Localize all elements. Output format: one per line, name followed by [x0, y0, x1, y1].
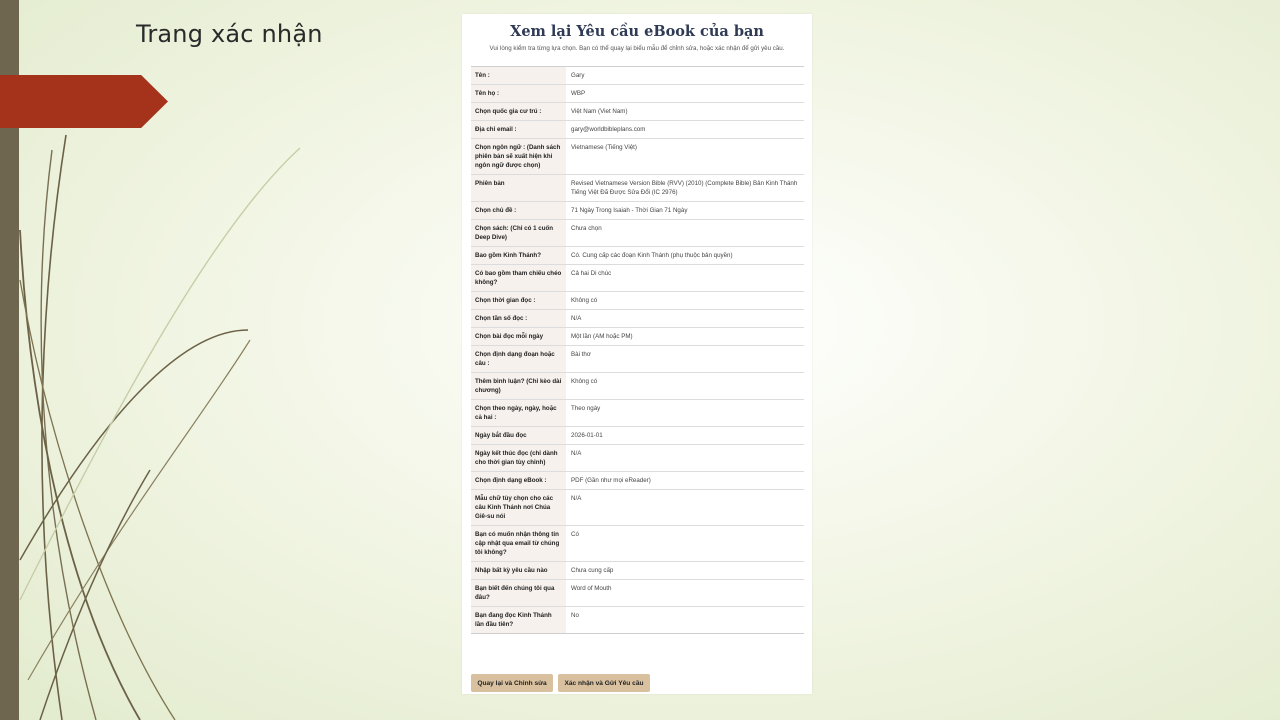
field-label: Chọn theo ngày, ngày, hoặc cả hai : [471, 400, 566, 427]
table-row [471, 328, 804, 346]
field-label: Mẫu chữ tùy chọn cho các câu Kinh Thánh nơi Chúa Giê-su nói [471, 490, 566, 526]
field-value: WBP [566, 85, 804, 103]
field-value: Có. Cung cấp các đoạn Kinh Thánh (phụ thuộc bản quyền) [566, 247, 804, 265]
field-label: Bạn có muốn nhận thông tin cập nhật qua email từ chúng tôi không? [471, 526, 566, 562]
table-row [471, 526, 804, 562]
review-heading: Xem lại Yêu cầu eBook của bạn [510, 23, 764, 40]
table-row [471, 310, 804, 328]
table-row [471, 220, 804, 247]
table-row [471, 265, 804, 292]
table-row [471, 247, 804, 265]
field-label: Ngày kết thúc đọc (chỉ dành cho thời gian tùy chỉnh) [471, 445, 566, 472]
slide-title: Trang xác nhận [136, 20, 323, 48]
table-row [471, 400, 804, 427]
review-table [471, 66, 804, 634]
field-value: Việt Nam (Viet Nam) [566, 103, 804, 121]
table-row [471, 139, 804, 175]
field-label: Bạn biết đến chúng tôi qua đâu? [471, 580, 566, 607]
field-value: gary@worldbibleplans.com [566, 121, 804, 139]
table-row [471, 427, 804, 445]
table-row [471, 85, 804, 103]
field-value: Có [566, 526, 804, 562]
back-and-edit-button[interactable]: Quay lại và Chỉnh sửa [471, 674, 553, 692]
title-arrow-shape [0, 75, 168, 128]
table-row [471, 607, 804, 634]
field-value: Gary [566, 67, 804, 85]
table-row [471, 373, 804, 400]
field-label: Có bao gồm tham chiếu chéo không? [471, 265, 566, 292]
field-value: Không có [566, 373, 804, 400]
table-row [471, 67, 804, 85]
table-row [471, 445, 804, 472]
field-value: Theo ngày [566, 400, 804, 427]
review-subtitle: Vui lòng kiểm tra từng lựa chọn. Bạn có thể quay lại biểu mẫu để chỉnh sửa, hoặc xác nhận để gửi yêu cầu. [489, 45, 785, 52]
table-row [471, 175, 804, 202]
field-label: Chọn chủ đề : [471, 202, 566, 220]
field-value: 71 Ngày Trong Isaiah - Thời Gian 71 Ngày [566, 202, 804, 220]
field-value: Word of Mouth [566, 580, 804, 607]
field-value: Chưa cung cấp [566, 562, 804, 580]
table-row [471, 472, 804, 490]
field-value: N/A [566, 490, 804, 526]
field-label: Bạn đang đọc Kinh Thánh lần đầu tiên? [471, 607, 566, 634]
field-label: Chọn quốc gia cư trú : [471, 103, 566, 121]
field-value: Vietnamese (Tiếng Việt) [566, 139, 804, 175]
field-label: Chọn tần số đọc : [471, 310, 566, 328]
table-row [471, 292, 804, 310]
field-value: Revised Vietnamese Version Bible (RVV) (2010) (Complete Bible) Bản Kinh Thánh Tiếng Việt Đã Được Sửa Đổi (IC 2976) [566, 175, 804, 202]
field-label: Phiên bản [471, 175, 566, 202]
table-row [471, 562, 804, 580]
field-label: Ngày bắt đầu đọc [471, 427, 566, 445]
field-label: Chọn định dạng đoạn hoặc câu : [471, 346, 566, 373]
field-label: Chọn thời gian đọc : [471, 292, 566, 310]
field-label: Thêm bình luận? (Chỉ kèo dài chương) [471, 373, 566, 400]
field-value: Cả hai Di chúc [566, 265, 804, 292]
field-label: Bao gồm Kinh Thánh? [471, 247, 566, 265]
table-row [471, 202, 804, 220]
field-value: No [566, 607, 804, 634]
field-label: Tên : [471, 67, 566, 85]
table-row [471, 490, 804, 526]
field-value: Không có [566, 292, 804, 310]
field-value: N/A [566, 310, 804, 328]
field-value: Một lần (AM hoặc PM) [566, 328, 804, 346]
table-row [471, 103, 804, 121]
table-row [471, 580, 804, 607]
confirm-and-submit-button[interactable]: Xác nhận và Gửi Yêu cầu [558, 674, 650, 692]
table-row [471, 121, 804, 139]
field-label: Chọn sách: (Chỉ có 1 cuốn Deep Dive) [471, 220, 566, 247]
field-label: Nhập bất kỳ yêu cầu nào [471, 562, 566, 580]
field-label: Tên họ : [471, 85, 566, 103]
table-row [471, 346, 804, 373]
field-label: Địa chỉ email : [471, 121, 566, 139]
field-label: Chọn ngôn ngữ : (Danh sách phiên bản sẽ xuất hiện khi ngôn ngữ được chọn) [471, 139, 566, 175]
field-value: Bài thơ [566, 346, 804, 373]
field-value: 2026-01-01 [566, 427, 804, 445]
review-panel [462, 14, 812, 694]
field-label: Chọn bài đọc mỗi ngày [471, 328, 566, 346]
field-label: Chọn định dạng eBook : [471, 472, 566, 490]
field-value: Chưa chọn [566, 220, 804, 247]
field-value: N/A [566, 445, 804, 472]
field-value: PDF (Gần như mọi eReader) [566, 472, 804, 490]
